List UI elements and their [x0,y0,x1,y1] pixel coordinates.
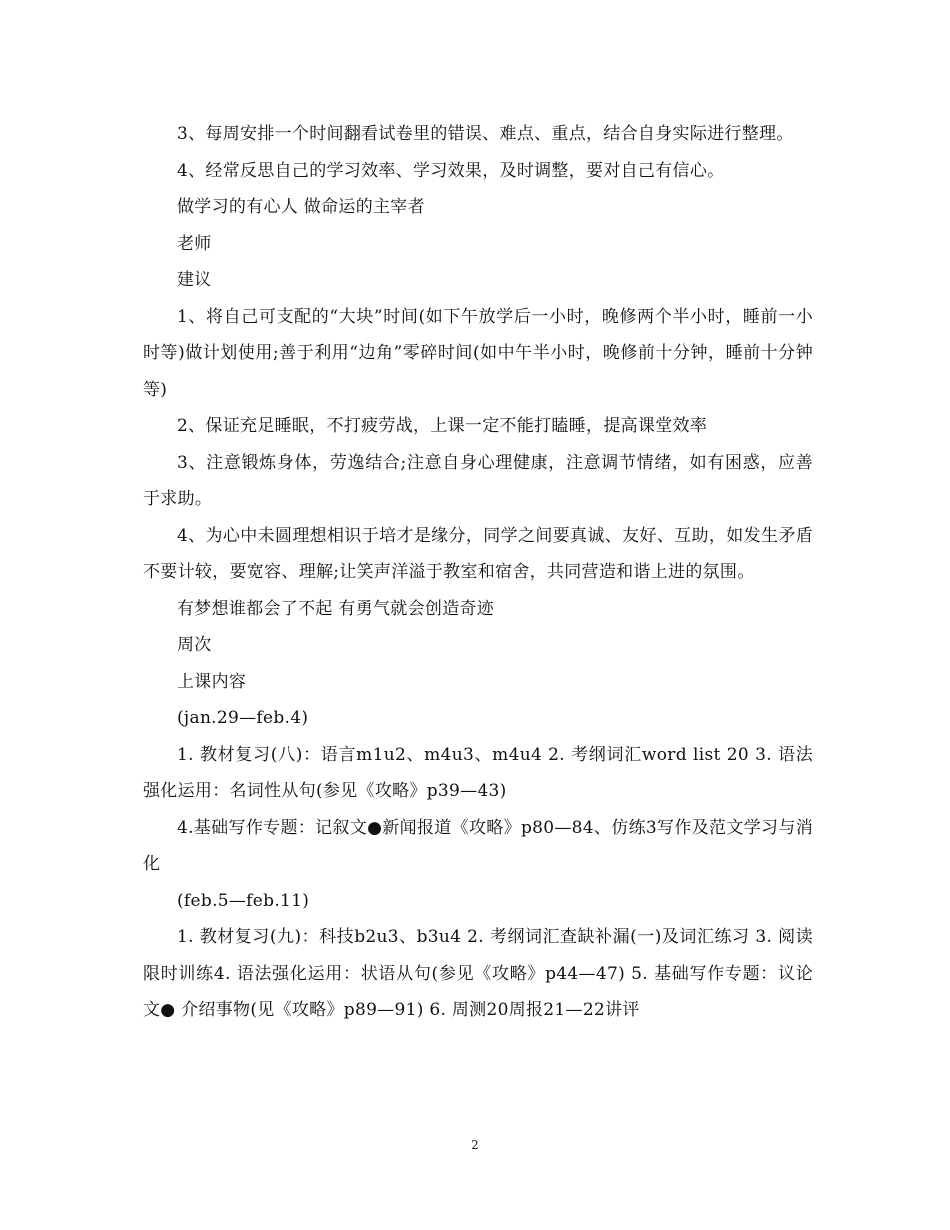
section-heading-dream: 有梦想谁都会了不起 有勇气就会创造奇迹 [177,598,495,619]
paragraph-health: 3、注意锻炼身体，劳逸结合;注意自身心理健康，注意调节情绪，如有困惑，应善于求助。 [143,452,813,509]
paragraph-review-mistakes: 3、每周安排一个时间翻看试卷里的错误、难点、重点，结合自身实际进行整理。 [177,124,794,144]
section-heading-motto: 做学习的有心人 做命运的主宰者 [177,197,425,217]
paragraph-classmates: 4、为心中未圆理想相识于培才是缘分，同学之间要真诚、友好、互助，如发生矛盾不要计较，要宽容、理解;让笑声洋溢于教室和宿舍，共同营造和谐上进的氛围。 [143,525,813,582]
section-heading-advice: 建议 [177,270,212,290]
schedule-week-range-1: (jan.29—feb.4) [177,708,309,728]
schedule-label-content: 上课内容 [177,671,247,692]
schedule-week-range-2: (feb.5—feb.11) [177,890,310,911]
paragraph-time-planning: 1、将自己可支配的“大块”时间(如下午放学后一小时，晚修两个半小时，睡前一小时等)做计划使用;善于利用“边角”零碎时间(如中午半小时，晚修前十分钟，睡前十分钟等) [143,306,813,400]
schedule-week-2-items: 1. 教材复习(九)：科技b2u3、b3u4 2. 考纲词汇查缺补漏(一)及词汇练习 3. 阅读限时训练4. 语法强化运用：状语从句(参见《攻略》p44—47) 5. 基础写作专题：议论文● 介绍事物(见《攻略》p89—91) 6. 周测20周报21—22讲评 [143,927,813,1020]
section-heading-teacher: 老师 [177,233,212,254]
paragraph-reflect-efficiency: 4、经常反思自己的学习效率、学习效果，及时调整，要对自己有信心。 [177,160,725,181]
document-body [143,116,813,1029]
page-number: 2 [471,1138,479,1152]
schedule-week-1-items: 1. 教材复习(八)：语言m1u2、m4u3、m4u4 2. 考纲词汇word list 20 3. 语法强化运用：名词性从句(参见《攻略》p39—43) [143,744,813,801]
paragraph-sleep: 2、保证充足睡眠，不打疲劳战，上课一定不能打瞌睡，提高课堂效率 [177,416,708,436]
schedule-week-1-writing: 4.基础写作专题：记叙文●新闻报道《攻略》p80—84、仿练3写作及范文学习与消化 [143,817,813,874]
schedule-label-week: 周次 [177,635,212,655]
